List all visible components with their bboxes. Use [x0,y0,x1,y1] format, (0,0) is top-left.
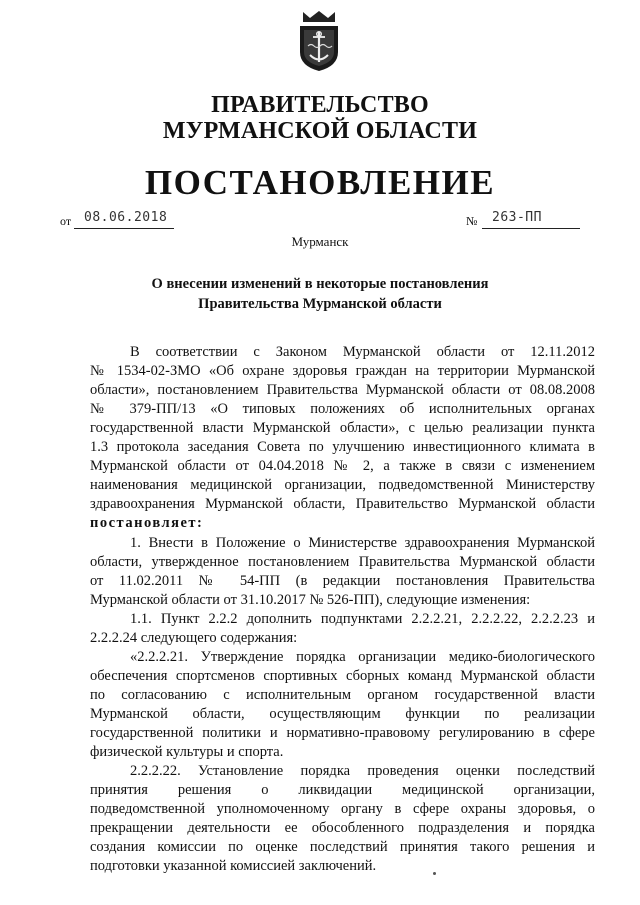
body-line: от 11.02.2011 № 54-ПП (в редакции постановления Правительства [90,572,595,589]
city-name: Мурманск [291,234,349,249]
body-line: Мурманской области, осуществляющим функции по реализации [90,705,595,722]
government-title-line1: ПРАВИТЕЛЬСТВО [211,92,429,118]
body-line: по согласованию с исполнительным органом государственной власти [90,686,595,703]
body-line: физической культуры и спорта. [90,744,284,761]
date-label: от [60,214,72,228]
body-line: 2.2.2.24 следующего содержания: [90,629,298,646]
body-line: «2.2.2.21. Утверждение порядка организации медико-биологического [130,648,595,665]
body-line: В соответствии с Законом Мурманской области от 12.11.2012 [130,344,595,360]
body-line: подготовки указанной комиссией заключений. [90,858,377,875]
body-line: № 1534-02-ЗМО «Об охране здоровья граждан на территории Мурманской [90,363,595,380]
subject-line1: О внесении изменений в некоторые постановления [151,276,489,292]
body-line: государственной власти Мурманской области», с целью реализации пункта [90,420,595,437]
body-line: 2.2.2.22. Установление порядка проведения оценки последствий [130,763,595,780]
body-line: принятия решения о ликвидации медицинской организации, [90,782,595,799]
body-line: обеспечения спортсменов спортивных сборных команд Мурманской области [90,667,595,684]
date-underline [74,228,174,229]
body-line: 1.3 протокола заседания Совета по улучшению инвестиционного климата в [90,439,595,456]
body-line: Мурманской области от 31.10.2017 № 526-ПП), следующие изменения: [90,591,531,608]
body-line: подведомственной уполномоченному органу в сфере охраны здоровья, о [90,801,595,818]
body-line: 1.1. Пункт 2.2.2 дополнить подпунктами 2.2.2.21, 2.2.2.22, 2.2.2.23 и [130,610,595,627]
body-line: области, утвержденное постановлением Правительства Мурманской области [90,553,595,570]
body-line: создания комиссии по оценке последствий принятия такого решения и [90,839,595,856]
body-line: области», постановлением Правительства Мурманской области от 08.08.2008 [90,382,595,399]
scan-speck [433,872,436,875]
government-title-line2: МУРМАНСКОЙ ОБЛАСТИ [162,118,478,144]
body-line: постановляет: [90,515,204,532]
date-value: 08.06.2018 [84,210,168,225]
number-label: № [466,214,478,228]
body-line: 1. Внести в Положение о Министерстве здравоохранения Мурманской [130,534,595,551]
body-line: здравоохранения Мурманской области, Правительство Мурманской области [90,496,595,513]
document-type-title: ПОСТАНОВЛЕНИЕ [144,163,496,202]
body-line: Мурманской области от 04.04.2018 № 2, а также в связи с изменением [90,458,595,475]
body-line: № 379-ПП/13 «О типовых положениях об исполнительных органах [90,401,595,418]
subject-line2: Правительства Мурманской области [198,296,442,312]
body-line: прекращении деятельности ее обособленного подразделения и порядка [90,820,595,837]
body-line: государственной политики и нормативно-правовому регулированию в сфере [90,725,595,741]
number-value: 263-ПП [492,210,542,225]
number-underline [482,228,580,229]
coat-of-arms-icon [296,8,342,72]
body-line: наименования медицинской организации, подведомственной Министерству [90,477,595,494]
